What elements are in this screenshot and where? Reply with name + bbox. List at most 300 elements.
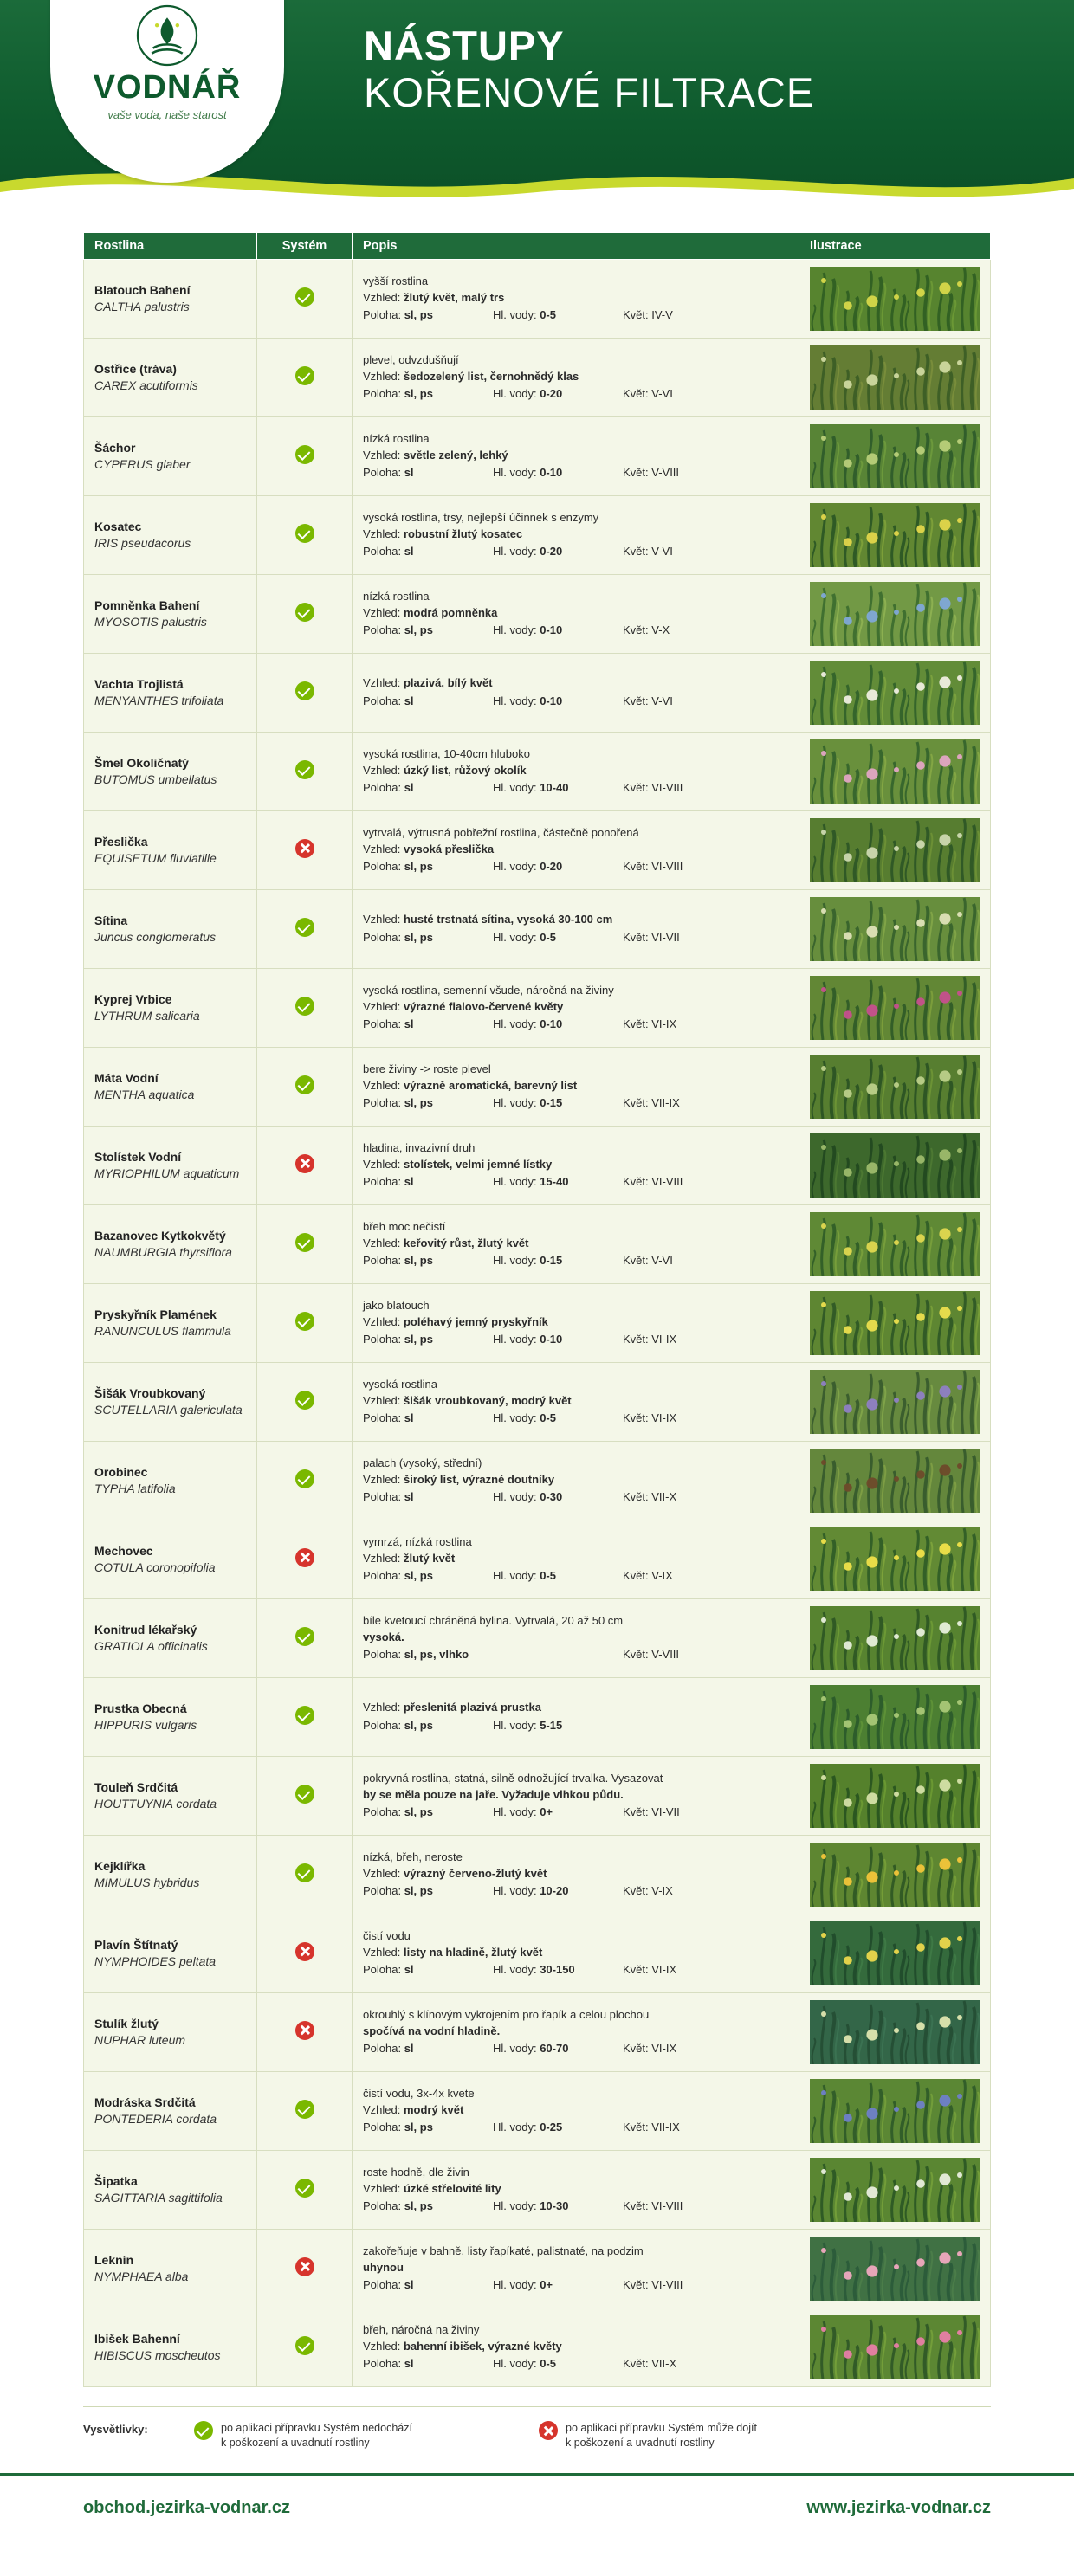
cell-description (353, 1520, 799, 1599)
cell-plant-name (84, 417, 257, 496)
logo-wordmark: VODNÁŘ (93, 69, 242, 106)
check-circle-icon (295, 1863, 314, 1882)
desc-bloom: Květ: V-IX (623, 1884, 673, 1898)
desc-meta-row (363, 1883, 788, 1900)
desc-line-2: vysoká. (363, 1630, 404, 1643)
plant-name-latin: IRIS pseudacorus (94, 536, 191, 550)
desc-water-depth: Hl. vody: 0+ (493, 2278, 553, 2292)
legend-title: Vysvětlivky: (83, 2423, 148, 2436)
plant-name-latin: MENYANTHES trifoliata (94, 694, 224, 707)
cell-description (353, 1048, 799, 1127)
cell-plant-name (84, 1599, 257, 1678)
desc-water-depth: Hl. vody: 0-15 (493, 1096, 563, 1110)
plant-name-cz: Kosatec (94, 520, 142, 534)
desc-line-2: Vzhled: plazivá, bílý květ (363, 676, 493, 690)
desc-position: Poloha: sl, ps (363, 1719, 433, 1732)
desc-position: Poloha: sl (363, 1175, 414, 1189)
check-circle-icon (295, 681, 314, 700)
cell-system-status (257, 1836, 353, 1914)
table-row (84, 1757, 991, 1836)
plant-name-cz: Touleň Srdčitá (94, 1780, 178, 1795)
cell-system-status (257, 496, 353, 575)
check-circle-icon (295, 2179, 314, 2198)
desc-water-depth: Hl. vody: 0-20 (493, 545, 563, 558)
plant-name-latin: COTULA coronopifolia (94, 1560, 216, 1574)
table-row (84, 2308, 991, 2387)
desc-water-depth: Hl. vody: 10-20 (493, 1884, 569, 1898)
header-title-block (364, 24, 814, 115)
cell-plant-name (84, 1363, 257, 1442)
table-row (84, 2230, 991, 2308)
check-circle-icon (295, 524, 314, 543)
plants-table-wrapper (0, 208, 1074, 2387)
cross-circle-icon (295, 1154, 314, 1173)
check-circle-icon (295, 1627, 314, 1646)
desc-line-1: jako blatouch (363, 1298, 430, 1312)
plant-name-cz: Přeslička (94, 835, 148, 849)
desc-line-1: břeh, náročná na živiny (363, 2322, 480, 2336)
column-header-description: Popis (353, 233, 799, 260)
plant-name-latin: CALTHA palustris (94, 300, 190, 313)
desc-position: Poloha: sl (363, 694, 414, 707)
desc-water-depth: Hl. vody: 0-30 (493, 1490, 563, 1504)
desc-bloom: Květ: VI-IX (623, 1963, 677, 1977)
desc-line-1: vytrvalá, výtrusná pobřežní rostlina, částečně ponořená (363, 825, 639, 839)
plant-name-latin: MYOSOTIS palustris (94, 615, 207, 629)
desc-bloom: Květ: VI-IX (623, 2042, 677, 2056)
plant-name-cz: Ostřice (tráva) (94, 362, 177, 377)
desc-water-depth: Hl. vody: 10-40 (493, 781, 569, 795)
table-row (84, 1127, 991, 1205)
cell-description (353, 1993, 799, 2072)
desc-line-1: vysoká rostlina, semenní všude, náročná na živiny (363, 983, 614, 997)
desc-bloom: Květ: VI-IX (623, 1411, 677, 1425)
desc-line-2: Vzhled: listy na hladině, žlutý květ (363, 1945, 543, 1959)
desc-position: Poloha: sl (363, 1017, 414, 1031)
desc-bloom: Květ: V-IX (623, 1569, 673, 1583)
cell-illustration (799, 733, 991, 811)
desc-line-2: Vzhled: žlutý květ, malý trs (363, 290, 505, 304)
desc-meta-row (363, 1804, 788, 1821)
footer-shop-link[interactable]: obchod.jezirka-vodnar.cz (83, 2497, 290, 2517)
desc-water-depth: Hl. vody: 0-5 (493, 308, 556, 322)
cell-illustration (799, 2072, 991, 2151)
desc-position: Poloha: sl (363, 466, 414, 480)
legend-ok-text (221, 2421, 412, 2450)
desc-bloom: Květ: VI-VIII (623, 860, 683, 874)
desc-line-1: břeh moc nečistí (363, 1219, 446, 1233)
table-row (84, 339, 991, 417)
desc-water-depth: Hl. vody: 0-5 (493, 1411, 556, 1425)
desc-water-depth: Hl. vody: 0-10 (493, 694, 563, 707)
cell-system-status (257, 2151, 353, 2230)
desc-bloom: Květ: V-VI (623, 387, 673, 401)
plant-name-cz: Bazanovec Kytkokvětý (94, 1229, 226, 1243)
plant-name-latin: SAGITTARIA sagittifolia (94, 2191, 223, 2205)
plant-name-latin: HIPPURIS vulgaris (94, 1718, 197, 1732)
desc-line-2: Vzhled: bahenní ibišek, výrazné květy (363, 2339, 562, 2353)
desc-line-2: Vzhled: světle zelený, lehký (363, 448, 508, 462)
plant-name-latin: EQUISETUM fluviatille (94, 851, 217, 865)
desc-meta-row (363, 1411, 788, 1427)
cell-illustration (799, 2151, 991, 2230)
table-row (84, 1914, 991, 1993)
plant-name-cz: Kyprej Vrbice (94, 992, 172, 1007)
desc-line-1: čistí vodu (363, 1928, 411, 1942)
cell-system-status (257, 890, 353, 969)
desc-bloom: Květ: V-VIII (623, 466, 680, 480)
desc-meta-row (363, 1489, 788, 1506)
cell-system-status (257, 2230, 353, 2308)
desc-position: Poloha: sl, ps (363, 1333, 433, 1346)
cell-illustration (799, 1442, 991, 1520)
cell-plant-name (84, 1048, 257, 1127)
plant-name-cz: Ibišek Bahenní (94, 2332, 180, 2347)
cell-system-status (257, 1048, 353, 1127)
plant-name-latin: CYPERUS glaber (94, 457, 191, 471)
desc-water-depth: Hl. vody: 0-10 (493, 1333, 563, 1346)
desc-position: Poloha: sl, ps (363, 387, 433, 401)
table-row (84, 1993, 991, 2072)
desc-line-1: palach (vysoký, střední) (363, 1456, 482, 1469)
plant-name-latin: SCUTELLARIA galericulata (94, 1403, 243, 1417)
desc-meta-row (363, 2356, 788, 2373)
logo-slogan: vaše voda, naše starost (107, 108, 227, 121)
desc-meta-row (363, 1718, 788, 1734)
desc-water-depth: Hl. vody: 5-15 (493, 1719, 563, 1732)
cell-description (353, 1127, 799, 1205)
cell-description (353, 2230, 799, 2308)
cell-plant-name (84, 1914, 257, 1993)
cell-system-status (257, 417, 353, 496)
table-row (84, 1599, 991, 1678)
cell-description (353, 575, 799, 654)
desc-position: Poloha: sl, ps (363, 308, 433, 322)
desc-water-depth: Hl. vody: 0-10 (493, 623, 563, 637)
cell-description (353, 1678, 799, 1757)
desc-water-depth: Hl. vody: 0-5 (493, 2357, 556, 2371)
cell-description (353, 2308, 799, 2387)
cell-system-status (257, 1363, 353, 1442)
plant-name-latin: NYMPHOIDES peltata (94, 1954, 217, 1968)
desc-line-2: Vzhled: šišák vroubkovaný, modrý květ (363, 1393, 572, 1407)
desc-line-2: Vzhled: keřovitý růst, žlutý květ (363, 1236, 529, 1249)
cell-description (353, 1442, 799, 1520)
desc-line-2: Vzhled: šedozelený list, černohnědý klas (363, 369, 579, 383)
plant-name-cz: Šipatka (94, 2174, 138, 2189)
desc-line-2: Vzhled: stolístek, velmi jemné lístky (363, 1157, 553, 1171)
cell-system-status (257, 733, 353, 811)
desc-water-depth: Hl. vody: 0-20 (493, 387, 563, 401)
cell-system-status (257, 1205, 353, 1284)
cell-description (353, 1599, 799, 1678)
desc-line-2: Vzhled: široký list, výrazné doutníky (363, 1472, 555, 1486)
cell-plant-name (84, 2072, 257, 2151)
desc-line-1: pokryvná rostlina, statná, silně odnožující trvalka. Vysazovat (363, 1771, 663, 1785)
cell-plant-name (84, 969, 257, 1048)
desc-line-2: by se měla pouze na jaře. Vyžaduje vlhkou půdu. (363, 1787, 624, 1801)
desc-line-2: Vzhled: robustní žlutý kosatec (363, 526, 523, 540)
check-circle-icon (295, 2336, 314, 2355)
plant-name-latin: MYRIOPHILUM aquaticum (94, 1166, 240, 1180)
plant-name-cz: Konitrud lékařský (94, 1623, 197, 1637)
cell-plant-name (84, 1757, 257, 1836)
desc-water-depth: Hl. vody: 10-30 (493, 2199, 569, 2213)
cell-illustration (799, 1520, 991, 1599)
desc-meta-row (363, 623, 788, 639)
check-circle-icon (194, 2421, 213, 2440)
cell-description (353, 1205, 799, 1284)
desc-bloom: Květ: VII-X (623, 2357, 677, 2371)
desc-line-1: nízká, břeh, neroste (363, 1850, 463, 1863)
check-circle-icon (295, 997, 314, 1016)
cell-illustration (799, 1678, 991, 1757)
check-circle-icon (295, 287, 314, 307)
desc-bloom: Květ: V-VIII (623, 1648, 680, 1662)
page-title-line1: NÁSTUPY (364, 23, 565, 68)
cell-description (353, 2072, 799, 2151)
cell-illustration (799, 2230, 991, 2308)
cell-system-status (257, 2072, 353, 2151)
legend-ok-line1: po aplikaci přípravku Systém nedochází (221, 2422, 412, 2434)
table-row (84, 575, 991, 654)
desc-position: Poloha: sl (363, 1411, 414, 1425)
plant-name-latin: MENTHA aquatica (94, 1088, 195, 1101)
plant-name-latin: NUPHAR luteum (94, 2033, 186, 2047)
desc-water-depth: Hl. vody: 0-15 (493, 1254, 563, 1268)
cell-system-status (257, 654, 353, 733)
cell-system-status (257, 1284, 353, 1363)
cell-description (353, 733, 799, 811)
check-circle-icon (295, 1391, 314, 1410)
table-row (84, 2072, 991, 2151)
cell-system-status (257, 1678, 353, 1757)
desc-line-1: nízká rostlina (363, 589, 430, 603)
desc-line-1: vymrzá, nízká rostlina (363, 1534, 472, 1548)
cell-system-status (257, 1993, 353, 2072)
cell-illustration (799, 1363, 991, 1442)
desc-bloom: Květ: V-VI (623, 694, 673, 707)
desc-bloom: Květ: VI-VIII (623, 1175, 683, 1189)
desc-meta-row (363, 386, 788, 403)
desc-position: Poloha: sl, ps (363, 1254, 433, 1268)
cell-illustration (799, 2308, 991, 2387)
table-row (84, 654, 991, 733)
check-circle-icon (295, 1312, 314, 1331)
desc-bloom: Květ: VI-VIII (623, 2199, 683, 2213)
check-circle-icon (295, 366, 314, 385)
desc-bloom: Květ: VI-VIII (623, 2278, 683, 2292)
desc-meta-row (363, 1095, 788, 1112)
desc-water-depth: Hl. vody: 0-10 (493, 466, 563, 480)
plant-name-cz: Orobinec (94, 1465, 148, 1480)
legend (83, 2406, 991, 2450)
cell-plant-name (84, 2151, 257, 2230)
desc-meta-row (363, 1647, 788, 1663)
desc-bloom: Květ: VII-IX (623, 2121, 680, 2134)
plant-name-cz: Plavín Štítnatý (94, 1938, 178, 1953)
desc-meta-row (363, 930, 788, 946)
desc-meta-row (363, 307, 788, 324)
cell-plant-name (84, 2230, 257, 2308)
cell-plant-name (84, 1442, 257, 1520)
cell-illustration (799, 811, 991, 890)
cell-system-status (257, 811, 353, 890)
cell-description (353, 890, 799, 969)
plant-name-latin: HIBISCUS moscheutos (94, 2348, 221, 2362)
desc-position: Poloha: sl, ps (363, 1805, 433, 1819)
desc-position: Poloha: sl, ps (363, 860, 433, 874)
plant-name-latin: GRATIOLA officinalis (94, 1639, 208, 1653)
plant-name-latin: Juncus conglomeratus (94, 930, 217, 944)
desc-line-1: zakořeňuje v bahně, listy řapíkaté, palistnaté, na podzim (363, 2244, 644, 2257)
desc-line-1: bíle kvetoucí chráněná bylina. Vytrvalá, 20 až 50 cm (363, 1613, 624, 1627)
cell-description (353, 2151, 799, 2230)
check-circle-icon (295, 603, 314, 622)
desc-line-2: spočívá na vodní hladině. (363, 2024, 501, 2037)
desc-line-2: Vzhled: husté trstnatá sítina, vysoká 30-100 cm (363, 913, 613, 926)
desc-position: Poloha: sl (363, 1963, 414, 1977)
cell-system-status (257, 1442, 353, 1520)
table-row (84, 1048, 991, 1127)
desc-position: Poloha: sl, ps (363, 2199, 433, 2213)
legend-ok-line2: k poškození a uvadnutí rostliny (221, 2436, 370, 2449)
desc-bloom: Květ: V-VI (623, 1254, 673, 1268)
cell-illustration (799, 1836, 991, 1914)
desc-line-2: Vzhled: poléhavý jemný pryskyřník (363, 1314, 548, 1328)
desc-meta-row (363, 2120, 788, 2136)
legend-no-line1: po aplikaci přípravku Systém může dojít (566, 2422, 757, 2434)
desc-water-depth: Hl. vody: 60-70 (493, 2042, 569, 2056)
plant-name-cz: Prustka Obecná (94, 1701, 187, 1716)
plant-name-cz: Šišák Vroubkovaný (94, 1386, 206, 1401)
cell-description (353, 811, 799, 890)
cross-circle-icon (539, 2421, 558, 2440)
desc-bloom: Květ: VI-VII (623, 931, 680, 944)
cell-plant-name (84, 1678, 257, 1757)
cross-circle-icon (295, 1942, 314, 1961)
cell-system-status (257, 1127, 353, 1205)
desc-position: Poloha: sl (363, 781, 414, 795)
footer-site-link[interactable]: www.jezirka-vodnar.cz (806, 2497, 991, 2517)
cell-plant-name (84, 733, 257, 811)
plant-name-latin: NAUMBURGIA thyrsiflora (94, 1245, 232, 1259)
desc-line-1: vysoká rostlina, 10-40cm hluboko (363, 746, 530, 760)
cell-system-status (257, 2308, 353, 2387)
plant-name-cz: Šáchor (94, 441, 136, 455)
cell-illustration (799, 1048, 991, 1127)
cell-system-status (257, 260, 353, 339)
plant-name-cz: Vachta Trojlistá (94, 677, 184, 692)
plant-name-latin: LYTHRUM salicaria (94, 1009, 200, 1023)
desc-line-2: Vzhled: výrazné fialovo-červené květy (363, 999, 564, 1013)
cell-description (353, 339, 799, 417)
desc-line-1: bere živiny -> roste plevel (363, 1062, 491, 1075)
desc-water-depth: Hl. vody: 0-20 (493, 860, 563, 874)
desc-water-depth: Hl. vody: 30-150 (493, 1963, 575, 1977)
cell-description (353, 1757, 799, 1836)
cell-illustration (799, 339, 991, 417)
desc-meta-row (363, 1017, 788, 1033)
desc-position: Poloha: sl, ps (363, 623, 433, 637)
plant-name-latin: HOUTTUYNIA cordata (94, 1797, 217, 1811)
cell-plant-name (84, 339, 257, 417)
cell-description (353, 260, 799, 339)
cell-illustration (799, 654, 991, 733)
page-header (0, 0, 1074, 208)
plant-name-latin: TYPHA latifolia (94, 1482, 176, 1495)
cell-description (353, 1363, 799, 1442)
cell-description (353, 417, 799, 496)
desc-line-2: Vzhled: modrý květ (363, 2102, 464, 2116)
desc-line-2: Vzhled: přeslenitá plazivá prustka (363, 1701, 541, 1714)
table-row (84, 733, 991, 811)
table-row (84, 1520, 991, 1599)
cell-illustration (799, 1127, 991, 1205)
desc-meta-row (363, 780, 788, 797)
desc-line-2: uhynou (363, 2260, 404, 2274)
desc-bloom: Květ: VII-X (623, 1490, 677, 1504)
desc-line-2: Vzhled: úzký list, růžový okolík (363, 763, 527, 777)
cell-plant-name (84, 2308, 257, 2387)
table-row (84, 969, 991, 1048)
plant-name-cz: Sítina (94, 914, 128, 928)
cell-illustration (799, 1914, 991, 1993)
column-header-system: Systém (257, 233, 353, 260)
cell-plant-name (84, 890, 257, 969)
cross-circle-icon (295, 2021, 314, 2040)
desc-line-1: vysoká rostlina (363, 1377, 437, 1391)
plant-name-cz: Stulík žlutý (94, 2017, 159, 2031)
check-circle-icon (295, 1233, 314, 1252)
cell-description (353, 969, 799, 1048)
column-header-plant: Rostlina (84, 233, 257, 260)
table-row (84, 2151, 991, 2230)
check-circle-icon (295, 1469, 314, 1488)
desc-position: Poloha: sl, ps (363, 1569, 433, 1583)
column-header-illustration: Ilustrace (799, 233, 991, 260)
vodnar-logo-icon (135, 3, 199, 68)
cell-plant-name (84, 1836, 257, 1914)
legend-item-warning (539, 2421, 868, 2450)
plant-name-latin: CAREX acutiformis (94, 378, 198, 392)
desc-line-1: plevel, odvzdušňují (363, 352, 459, 366)
desc-meta-row (363, 2041, 788, 2057)
desc-bloom: Květ: VI-IX (623, 1017, 677, 1031)
legend-item-ok (194, 2421, 523, 2450)
desc-position: Poloha: sl (363, 545, 414, 558)
cell-system-status (257, 1914, 353, 1993)
desc-line-1: okrouhlý s klínovým vykrojením pro řapík a celou plochou (363, 2007, 650, 2021)
plants-table (83, 232, 991, 2387)
table-row (84, 1205, 991, 1284)
desc-water-depth: Hl. vody: 0+ (493, 1805, 553, 1819)
plant-name-cz: Pryskyřník Plamének (94, 1307, 217, 1322)
desc-position: Poloha: sl, ps (363, 1096, 433, 1110)
cell-description (353, 496, 799, 575)
cell-illustration (799, 417, 991, 496)
cell-illustration (799, 1757, 991, 1836)
desc-position: Poloha: sl (363, 2357, 414, 2371)
cell-description (353, 1284, 799, 1363)
desc-position: Poloha: sl (363, 2042, 414, 2056)
cross-circle-icon (295, 1548, 314, 1567)
cell-description (353, 654, 799, 733)
desc-position: Poloha: sl, ps, vlhko (363, 1648, 469, 1662)
desc-line-1: hladina, invazivní druh (363, 1140, 476, 1154)
desc-meta-row (363, 1174, 788, 1191)
plant-name-latin: PONTEDERIA cordata (94, 2112, 217, 2126)
